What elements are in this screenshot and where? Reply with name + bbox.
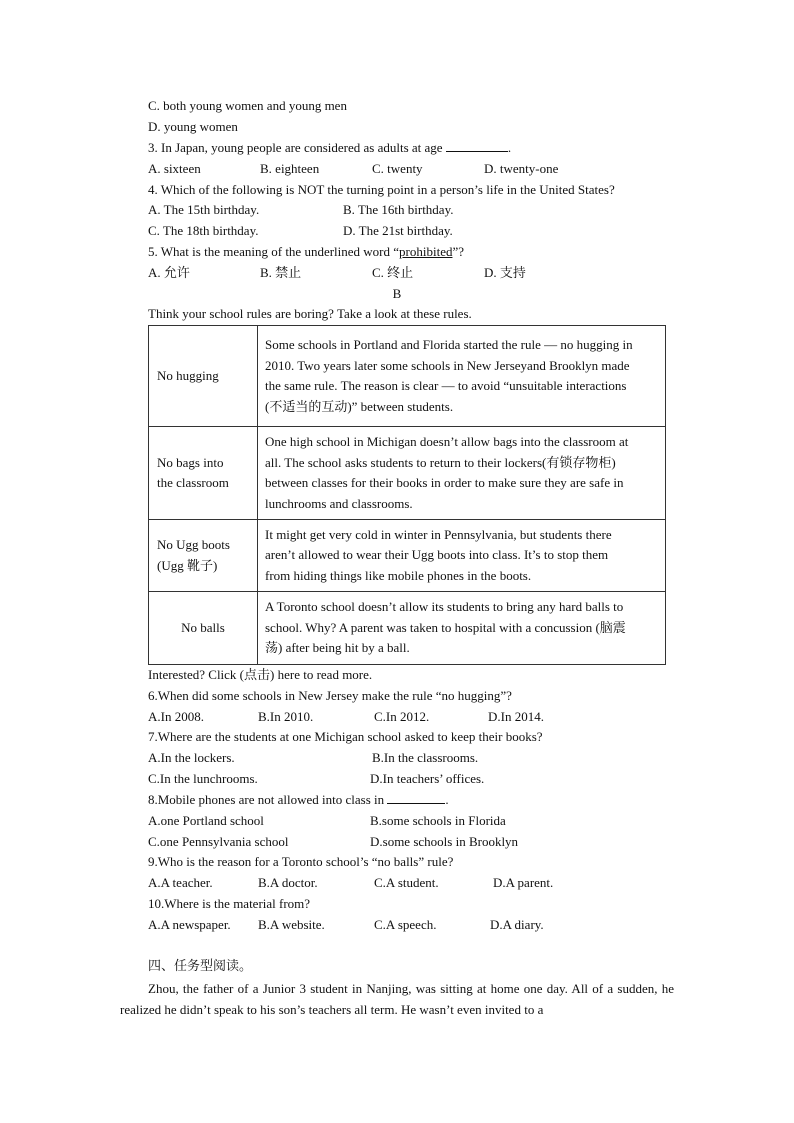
rule-label	[149, 520, 258, 592]
q6-option-c: C.In 2012.	[374, 709, 430, 724]
q7-option-a: A.In the lockers.	[148, 750, 235, 765]
rule-row-hugging	[149, 326, 666, 427]
q8-stem	[148, 792, 449, 808]
q4-option-a: A. The 15th birthday.	[148, 202, 260, 217]
rule-label-line: No hugging	[157, 367, 219, 383]
q10-option-c: C.A speech.	[374, 917, 437, 932]
rule-label-line: (Ugg 靴子)	[157, 557, 218, 573]
desc-line: all. The school asks students to return to their lockers(有锁存物柜)	[265, 454, 616, 470]
section-b-intro: Think your school rules are boring? Take a look at these rules.	[148, 306, 472, 321]
rule-row-balls	[149, 592, 666, 665]
desc-line: Some schools in Portland and Florida started the rule — no hugging in	[265, 337, 633, 352]
desc-line: between classes for their books in order to make sure they are safe in	[265, 475, 624, 490]
q4-option-b: B. The 16th birthday.	[343, 202, 454, 217]
rule-label-line: No bags into	[157, 454, 224, 470]
q4-option-d: D. The 21st birthday.	[343, 223, 453, 238]
q5-option-b: B. 禁止	[260, 265, 302, 280]
desc-line: It might get very cold in winter in Pennsylvania, but students there	[265, 526, 612, 542]
q7-option-b: B.In the classrooms.	[372, 750, 479, 765]
q8-option-b: B.some schools in Florida	[370, 813, 506, 828]
desc-line: school. Why? A parent was taken to hospital with a concussion (脑震	[265, 619, 626, 635]
q6-option-d: D.In 2014.	[488, 709, 544, 724]
underlined-word: prohibited	[399, 244, 453, 259]
q8-option-a: A.one Portland school	[148, 813, 264, 828]
answer-blank	[446, 141, 508, 152]
passage-line: sudden, he realized he didn’t speak to his son’s teachers all term. He wasn’t even invited to a	[120, 981, 674, 1017]
rule-row-ugg-boots	[149, 520, 666, 592]
rule-label	[149, 592, 258, 665]
section-b-outro: Interested? Click (点击) here to read more.	[148, 667, 373, 682]
q9-option-c: C.A student.	[374, 875, 439, 890]
q8-stem-end: .	[445, 792, 449, 807]
rule-description	[258, 427, 666, 520]
desc-line: A Toronto school doesn’t allow its students to bring any hard balls to	[265, 599, 624, 615]
desc-line: lunchrooms and classrooms.	[265, 495, 413, 511]
desc-line: 荡) after being hit by a ball.	[265, 640, 410, 656]
q10-stem: 10.Where is the material from?	[148, 896, 311, 911]
q9-option-b: B.A doctor.	[258, 875, 318, 890]
desc-line: aren’t allowed to wear their Ugg boots into class. It’s to stop them	[265, 547, 609, 563]
rule-label	[149, 427, 258, 520]
q3-stem-text: 3. In Japan, young people are considered as adults at age	[148, 140, 446, 155]
desc-line: (不适当的互动)” between students.	[265, 398, 454, 414]
rules-table	[148, 325, 666, 665]
rule-description	[258, 520, 666, 592]
q5-stem-text: 5. What is the meaning of the underlined word “	[148, 244, 400, 259]
rule-description	[258, 592, 666, 665]
q7-option-c: C.In the lunchrooms.	[148, 771, 258, 786]
rule-row-bags	[149, 427, 666, 520]
q6-stem: 6.When did some schools in New Jersey make the rule “no hugging”?	[148, 688, 512, 703]
desc-line: the same rule. The reason is clear — to avoid “unsuitable interactions	[265, 378, 627, 393]
q2-option-d: D. young women	[148, 119, 238, 134]
q4-option-c: C. The 18th birthday.	[148, 223, 259, 238]
desc-line: One high school in Michigan doesn’t allow bags into the classroom at	[265, 434, 629, 449]
q3-option-b: B. eighteen	[260, 161, 320, 176]
section-letter-b: B	[392, 286, 402, 301]
q6-option-b: B.In 2010.	[258, 709, 314, 724]
desc-line: 2010. Two years later some schools in New Jerseyand Brooklyn made	[265, 357, 630, 373]
section-four-heading: 四、任务型阅读。	[148, 958, 253, 973]
q5-stem	[148, 244, 464, 260]
answer-blank	[387, 793, 445, 804]
rule-label-line: No Ugg boots	[157, 537, 230, 552]
q6-option-a: A.In 2008.	[148, 709, 204, 724]
task-reading-passage	[120, 978, 674, 1020]
passage-line: Zhou, the father of a Junior 3 student in Nanjing, was sitting at home one day. All of a	[148, 981, 614, 996]
rule-description	[258, 326, 666, 427]
q3-stem-end: .	[507, 140, 512, 155]
q5-stem-end: ”?	[452, 244, 465, 259]
q4-stem: 4. Which of the following is NOT the turning point in a person’s life in the United States?	[148, 182, 615, 197]
q2-option-c: C. both young women and young men	[148, 98, 347, 113]
q3-option-d: D. twenty-one	[484, 161, 559, 176]
q5-option-a: A. 允许	[148, 265, 190, 280]
q5-option-c: C. 终止	[372, 265, 414, 280]
q7-stem: 7.Where are the students at one Michigan school asked to keep their books?	[148, 729, 543, 744]
q3-stem	[148, 140, 511, 156]
q10-option-b: B.A website.	[258, 917, 325, 932]
q9-option-a: A.A teacher.	[148, 875, 213, 890]
q9-stem: 9.Who is the reason for a Toronto school’s “no balls” rule?	[148, 854, 454, 869]
rule-label-line: the classroom	[157, 475, 229, 490]
q8-option-c: C.one Pennsylvania school	[148, 834, 289, 849]
q9-option-d: D.A parent.	[493, 875, 554, 890]
rule-label	[149, 326, 258, 427]
desc-line: from hiding things like mobile phones in the boots.	[265, 567, 532, 583]
q3-option-c: C. twenty	[372, 161, 423, 176]
q8-stem-text: 8.Mobile phones are not allowed into class in	[148, 792, 388, 807]
rule-label-line: No balls	[181, 619, 225, 635]
q3-option-a: A. sixteen	[148, 161, 201, 176]
q7-option-d: D.In teachers’ offices.	[370, 771, 485, 786]
q10-option-d: D.A diary.	[490, 917, 544, 932]
q10-option-a: A.A newspaper.	[148, 917, 231, 932]
q8-option-d: D.some schools in Brooklyn	[370, 834, 519, 849]
q5-option-d: D. 支持	[484, 265, 526, 280]
